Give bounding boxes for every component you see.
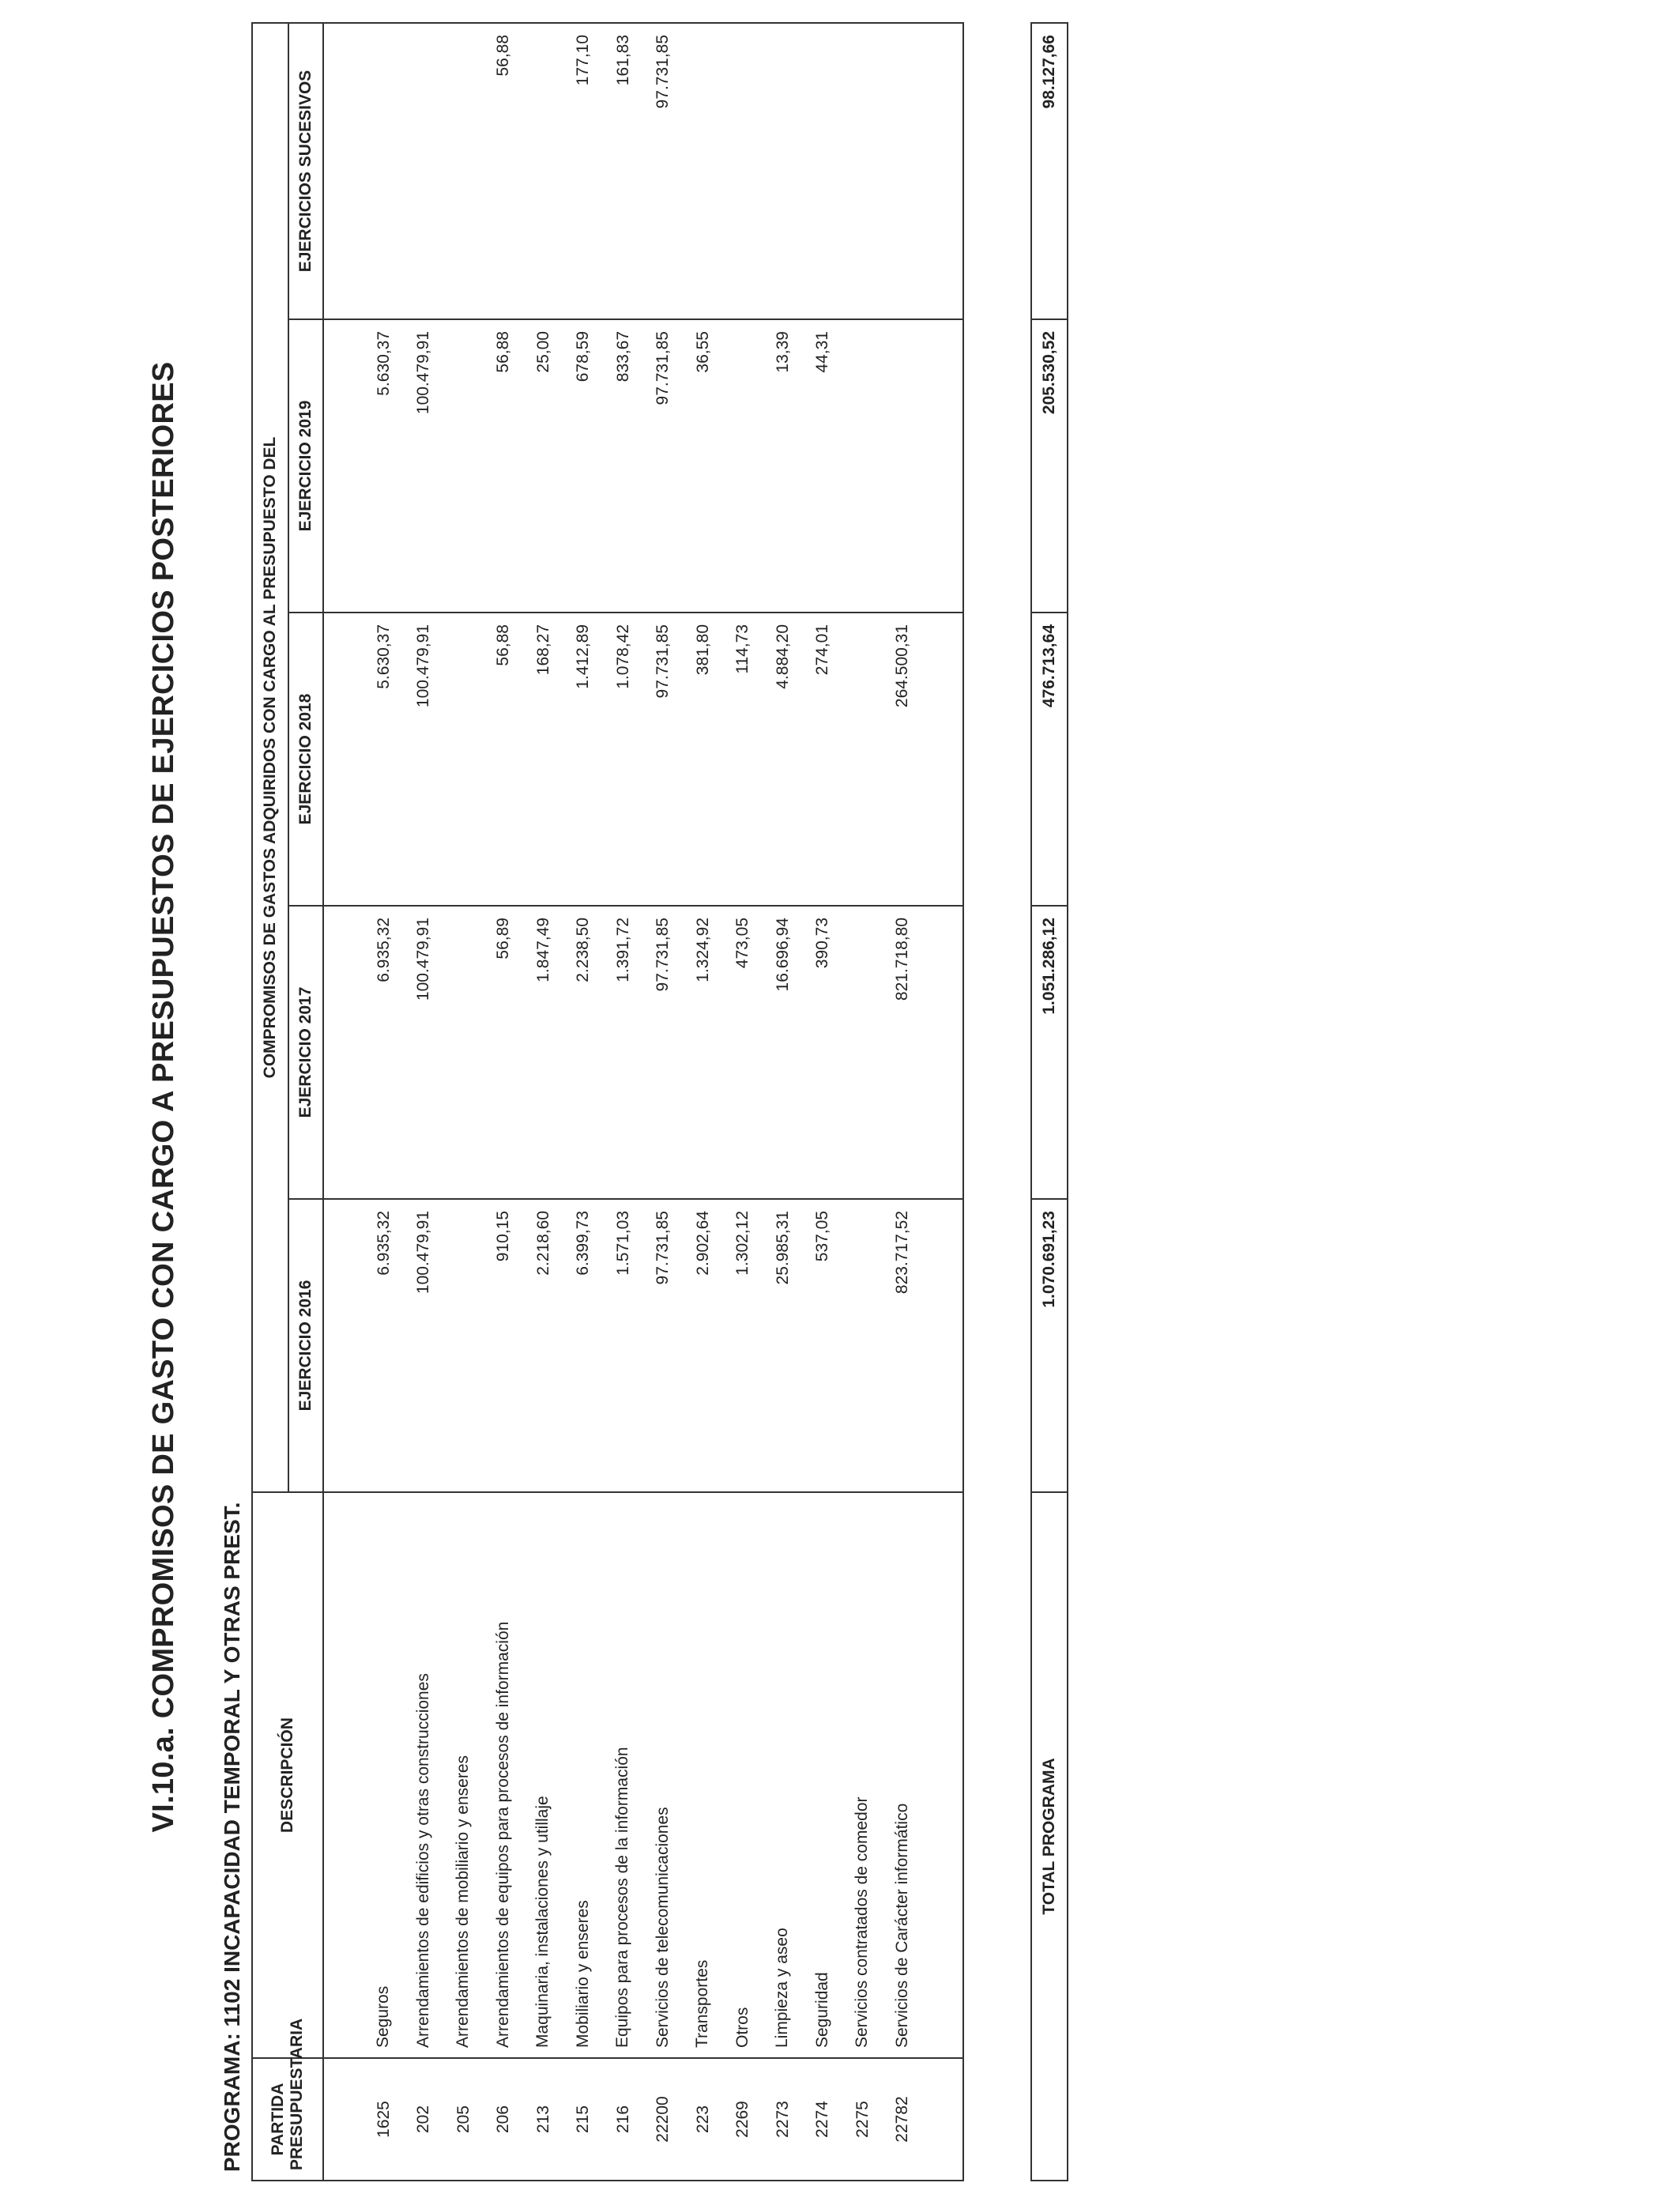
cell-2018: 4.884,20	[763, 613, 804, 906]
cell-2017: 6.935,32	[364, 906, 405, 1199]
cell-descripcion: Equipos para procesos de la información	[604, 1492, 644, 2058]
table-row	[763, 23, 804, 2181]
cell-partida: 2269	[733, 2101, 752, 2138]
table-row	[684, 23, 724, 2181]
programa-label: PROGRAMA: 1102 INCAPACIDAD TEMPORAL Y OTRAS PREST.	[220, 1502, 244, 2172]
document-title: VI.10.a. COMPROMISOS DE GASTO CON CARGO A PRESUPUESTOS DE EJERCICIOS POSTERIORES	[147, 361, 180, 1833]
cell-descripcion: Limpieza y aseo	[763, 1492, 804, 2058]
cell-partida: 215	[574, 2105, 593, 2134]
total-label: TOTAL PROGRAMA	[1040, 1758, 1058, 1915]
cell-2019	[444, 319, 484, 613]
header-year-2018: EJERCICIO 2018	[288, 613, 323, 906]
cell-partida: 216	[613, 2105, 632, 2134]
header-ejercicios-sucesivos: EJERCICIOS SUCESIVOS	[288, 23, 323, 319]
cell-2019: 44,31	[803, 319, 843, 613]
cell-partida: 2273	[773, 2101, 792, 2138]
cell-descripcion: Otros	[723, 1492, 763, 2058]
cell-2016: 100.479,91	[404, 1199, 444, 1492]
cell-descripcion: Arrendamientos de mobiliario y enseres	[444, 1492, 484, 2058]
cell-descripcion: Transportes	[684, 1492, 724, 2058]
table-row	[484, 23, 524, 2181]
cell-partida: 2274	[813, 2101, 832, 2138]
cell-sucesivos	[803, 23, 843, 319]
table-row	[803, 23, 843, 2181]
total-2019: 205.530,52	[1031, 319, 1068, 613]
header-year-2017: EJERCICIO 2017	[288, 906, 323, 1199]
cell-2016: 2.902,64	[684, 1199, 724, 1492]
cell-sucesivos	[444, 23, 484, 319]
header-partida-line2: PRESUPUESTARIA	[288, 2018, 306, 2170]
cell-2017	[444, 906, 484, 1199]
cell-2017: 390,73	[803, 906, 843, 1199]
cell-2017: 1.391,72	[604, 906, 644, 1199]
header-year-2016: EJERCICIO 2016	[288, 1199, 323, 1492]
total-sucesivos: 98.127,66	[1031, 23, 1068, 319]
total-2017: 1.051.286,12	[1031, 906, 1068, 1199]
cell-sucesivos	[843, 23, 883, 319]
cell-2017: 473,05	[723, 906, 763, 1199]
cell-2019: 97.731,85	[643, 319, 684, 613]
cell-2019: 678,59	[563, 319, 604, 613]
cell-sucesivos	[364, 23, 405, 319]
cell-2016	[444, 1199, 484, 1492]
table-row	[843, 23, 883, 2181]
cell-2019	[843, 319, 883, 613]
header-partida	[252, 2018, 323, 2181]
cell-partida: 202	[414, 2105, 433, 2134]
cell-2018	[843, 613, 883, 906]
cell-partida: 22782	[893, 2096, 912, 2143]
cell-2018: 264.500,31	[883, 613, 923, 906]
cell-2017: 1.324,92	[684, 906, 724, 1199]
cell-2016: 2.218,60	[524, 1199, 564, 1492]
header-partida-line1: PARTIDA	[269, 2083, 287, 2156]
total-row	[1031, 23, 1068, 2181]
cell-partida: 206	[494, 2105, 513, 2134]
cell-2018	[444, 613, 484, 906]
cell-sucesivos	[404, 23, 444, 319]
cell-descripcion: Arrendamientos de edificios y otras construcciones	[404, 1492, 444, 2058]
cell-descripcion: Seguros	[364, 1492, 405, 2058]
cell-2016: 6.399,73	[563, 1199, 604, 1492]
cell-2018: 5.630,37	[364, 613, 405, 906]
cell-2019: 833,67	[604, 319, 644, 613]
cell-2019: 5.630,37	[364, 319, 405, 613]
cell-2017: 1.847,49	[524, 906, 564, 1199]
cell-2016: 6.935,32	[364, 1199, 405, 1492]
cell-2017: 100.479,91	[404, 906, 444, 1199]
cell-2017: 821.718,80	[883, 906, 923, 1199]
cell-partida: 205	[454, 2105, 473, 2134]
cell-partida: 22200	[654, 2096, 672, 2143]
cell-descripcion: Servicios de Carácter informático	[883, 1492, 923, 2058]
cell-2017	[843, 906, 883, 1199]
cell-2019: 25,00	[524, 319, 564, 613]
table-row	[883, 23, 923, 2181]
cell-2018: 114,73	[723, 613, 763, 906]
cell-2019	[723, 319, 763, 613]
cell-2018: 100.479,91	[404, 613, 444, 906]
cell-2018: 1.412,89	[563, 613, 604, 906]
cell-2018: 56,88	[484, 613, 524, 906]
cell-descripcion: Seguridad	[803, 1492, 843, 2058]
table-row	[723, 23, 763, 2181]
table-row	[643, 23, 684, 2181]
total-table	[1030, 22, 1068, 2181]
header-descripcion: DESCRIPCIÓN	[252, 1492, 323, 2058]
cell-2018: 168,27	[524, 613, 564, 906]
table-row	[524, 23, 564, 2181]
cell-sucesivos: 97.731,85	[643, 23, 684, 319]
table-row	[604, 23, 644, 2181]
header-group: COMPROMISOS DE GASTOS ADQUIRIDOS CON CARGO AL PRESUPUESTO DEL	[252, 23, 288, 1492]
cell-2019: 13,39	[763, 319, 804, 613]
table-row	[444, 23, 484, 2181]
cell-2018: 1.078,42	[604, 613, 644, 906]
cell-sucesivos	[723, 23, 763, 319]
cell-descripcion: Arrendamientos de equipos para procesos de información	[484, 1492, 524, 2058]
table-row	[563, 23, 604, 2181]
cell-2018: 381,80	[684, 613, 724, 906]
cell-descripcion: Servicios de telecomunicaciones	[643, 1492, 684, 2058]
cell-2016: 1.302,12	[723, 1199, 763, 1492]
cell-descripcion: Mobiliario y enseres	[563, 1492, 604, 2058]
cell-sucesivos: 161,83	[604, 23, 644, 319]
cell-2019: 36,55	[684, 319, 724, 613]
cell-2016: 97.731,85	[643, 1199, 684, 1492]
cell-2018: 97.731,85	[643, 613, 684, 906]
cell-sucesivos: 56,88	[484, 23, 524, 319]
table-row	[404, 23, 444, 2181]
cell-2019	[883, 319, 923, 613]
cell-descripcion: Maquinaria, instalaciones y utillaje	[524, 1492, 564, 2058]
cell-2019: 56,88	[484, 319, 524, 613]
cell-2016: 823.717,52	[883, 1199, 923, 1492]
cell-sucesivos: 177,10	[563, 23, 604, 319]
cell-2016	[843, 1199, 883, 1492]
cell-partida: 1625	[374, 2101, 393, 2138]
cell-2019: 100.479,91	[404, 319, 444, 613]
table-row	[364, 23, 405, 2181]
cell-partida: 213	[533, 2105, 552, 2134]
commitments-table	[251, 22, 964, 2181]
cell-descripcion: Servicios contratados de comedor	[843, 1492, 883, 2058]
cell-2017: 2.238,50	[563, 906, 604, 1199]
cell-2016: 25.985,31	[763, 1199, 804, 1492]
total-2016: 1.070.691,23	[1031, 1199, 1068, 1492]
cell-2018: 274,01	[803, 613, 843, 906]
total-2018: 476.713,64	[1031, 613, 1068, 906]
cell-partida: 223	[693, 2105, 712, 2134]
cell-sucesivos	[763, 23, 804, 319]
table-body	[323, 23, 963, 2181]
cell-sucesivos	[684, 23, 724, 319]
cell-2017: 97.731,85	[643, 906, 684, 1199]
cell-2016: 1.571,03	[604, 1199, 644, 1492]
cell-partida: 2275	[853, 2101, 872, 2138]
cell-sucesivos	[883, 23, 923, 319]
cell-2017: 16.696,94	[763, 906, 804, 1199]
cell-2017: 56,89	[484, 906, 524, 1199]
cell-2016: 910,15	[484, 1199, 524, 1492]
cell-sucesivos	[524, 23, 564, 319]
cell-2016: 537,05	[803, 1199, 843, 1492]
header-year-2019: EJERCICIO 2019	[288, 319, 323, 613]
